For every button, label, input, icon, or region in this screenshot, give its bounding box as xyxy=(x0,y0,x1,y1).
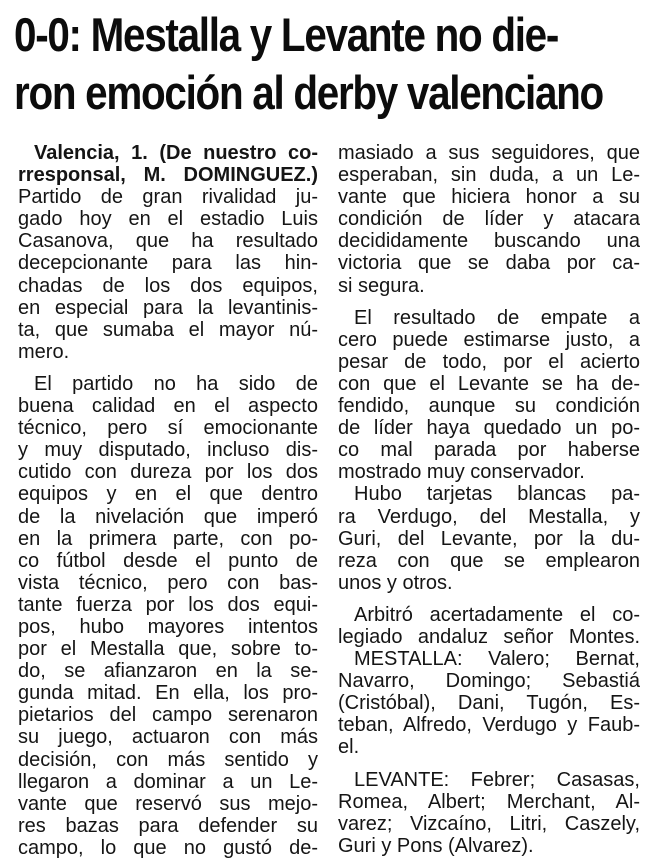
article-text-line: el. xyxy=(338,736,360,759)
article-text-line: do, se afianzaron en la se- xyxy=(18,660,318,683)
article-text-line: llegaron a dominar a un Le- xyxy=(18,770,318,793)
article-text-line: en especial para la levantinis- xyxy=(18,296,318,319)
article-text-line: su juego, actuaron con más xyxy=(18,726,318,749)
paragraph-gap xyxy=(338,759,640,769)
article-text-line: victoria que se daba por ca- xyxy=(338,252,640,275)
article-column-right xyxy=(338,142,640,857)
article-text-line: Casanova, que ha resultado xyxy=(18,230,318,253)
paragraph-gap xyxy=(18,363,318,373)
article-text-line: mero. xyxy=(18,340,70,363)
article-text-line: con que el Levante se ha de- xyxy=(338,372,640,395)
article-text-line: El resultado de empate a xyxy=(354,306,640,329)
article-text-line: El partido no ha sido de xyxy=(34,372,318,395)
article-text-line: pos, hubo mayores intentos xyxy=(18,615,318,638)
article-text-line: Valencia, 1. (De nuestro co- xyxy=(34,142,318,164)
article-text-line: Hubo tarjetas blancas pa- xyxy=(354,483,640,506)
article-text-line: masiado a sus seguidores, que xyxy=(338,142,640,164)
article-text-line: varez; Vizcaíno, Litri, Caszely, xyxy=(338,812,640,835)
article-text-line: teban, Alfredo, Verdugo y Faub- xyxy=(338,714,640,737)
headline-line-2: ron emoción al derby valenciano xyxy=(14,66,603,119)
article-text-line: decididamente buscando una xyxy=(338,230,640,253)
article-text-line: fendido, aunque su condición xyxy=(338,395,640,418)
article-text-line: legiado andaluz señor Montes. xyxy=(338,625,640,648)
article-text-line: tante fuerza por los dos equi- xyxy=(18,593,318,616)
article-text-line: gunda mitad. En ella, los pro- xyxy=(18,682,318,705)
paragraph-gap xyxy=(338,594,640,604)
article-text-line: LEVANTE: Febrer; Casasas, xyxy=(354,768,640,791)
article-text-line: chadas de los dos equipos, xyxy=(18,274,318,297)
article-text-line: co fútbol desde el punto de xyxy=(18,549,318,572)
article-text-line: en la primera parte, con po- xyxy=(18,527,318,550)
article-text-line: de la nivelación que imperó xyxy=(18,505,318,528)
article-text-line: mostrado muy conservador. xyxy=(338,461,585,484)
article-text-line: rresponsal, M. DOMINGUEZ.) xyxy=(18,164,318,187)
article-text-line: buena calidad en el aspecto xyxy=(18,395,318,418)
article-text-line: vista técnico, pero con bas- xyxy=(18,571,318,594)
article-text-line: ra Verdugo, del Mestalla, y xyxy=(338,505,640,528)
article-text-line: por el Mestalla que, sobre to- xyxy=(18,638,318,661)
article-text-line: gado hoy en el estadio Luis xyxy=(18,208,318,231)
article-text-line: Arbitró acertadamente el co- xyxy=(354,603,640,626)
article-text-line: técnico, pero sí emocionante xyxy=(18,417,318,440)
article-text-line: decisión, con más sentido y xyxy=(18,748,318,771)
article-text-line: Guri y Pons (Alvarez). xyxy=(338,834,534,857)
article-text-line: equipos y en el que dentro xyxy=(18,483,318,506)
article-text-line: Guri, del Levante, por la du- xyxy=(338,527,640,550)
article-text-line: y muy disputado, incluso dis- xyxy=(18,439,318,462)
article-text-line: ta, que sumaba el mayor nú- xyxy=(18,318,318,341)
article-text-line: vante que reservó sus mejo- xyxy=(18,792,318,815)
article-text-line: co mal parada por haberse xyxy=(338,439,640,462)
paragraph-gap xyxy=(338,297,640,307)
article-headline xyxy=(14,6,646,122)
article-text-line: (Cristóbal), Dani, Tugón, Es- xyxy=(338,692,640,715)
article-text-line: cero puede estimarse justo, a xyxy=(338,328,640,351)
article-text-line: decepcionante para las hin- xyxy=(18,252,318,275)
article-text-line: MESTALLA: Valero; Bernat, xyxy=(354,648,640,671)
article-text-line: res bazas para defender su xyxy=(18,814,318,837)
article-text-line: cutido con dureza por los dos xyxy=(18,461,318,484)
article-text-line: pietarios del campo serenaron xyxy=(18,704,318,727)
headline-line-1: 0-0: Mestalla y Levante no die- xyxy=(14,8,559,61)
article-text-line: condición de líder y atacara xyxy=(338,208,640,231)
article-text-line: vante que hiciera honor a su xyxy=(338,186,640,209)
article-text-line: esperaban, sin duda, a un Le- xyxy=(338,164,640,187)
article-text-line: campo, lo que no gustó de- xyxy=(18,836,318,859)
article-text-line: Partido de gran rivalidad ju- xyxy=(18,186,318,209)
article-text-line: pesar de todo, por el acierto xyxy=(338,350,640,373)
article-text-line: si segura. xyxy=(338,274,425,297)
article-text-line: de líder haya quedado un po- xyxy=(338,417,640,440)
article-column-left xyxy=(18,142,318,859)
article-text-line: reza con que se emplearon xyxy=(338,549,640,572)
article-text-line: Romea, Albert; Merchant, Al- xyxy=(338,790,640,813)
article-text-line: Navarro, Domingo; Sebastiá xyxy=(338,670,640,693)
article-text-line: unos y otros. xyxy=(338,571,453,594)
